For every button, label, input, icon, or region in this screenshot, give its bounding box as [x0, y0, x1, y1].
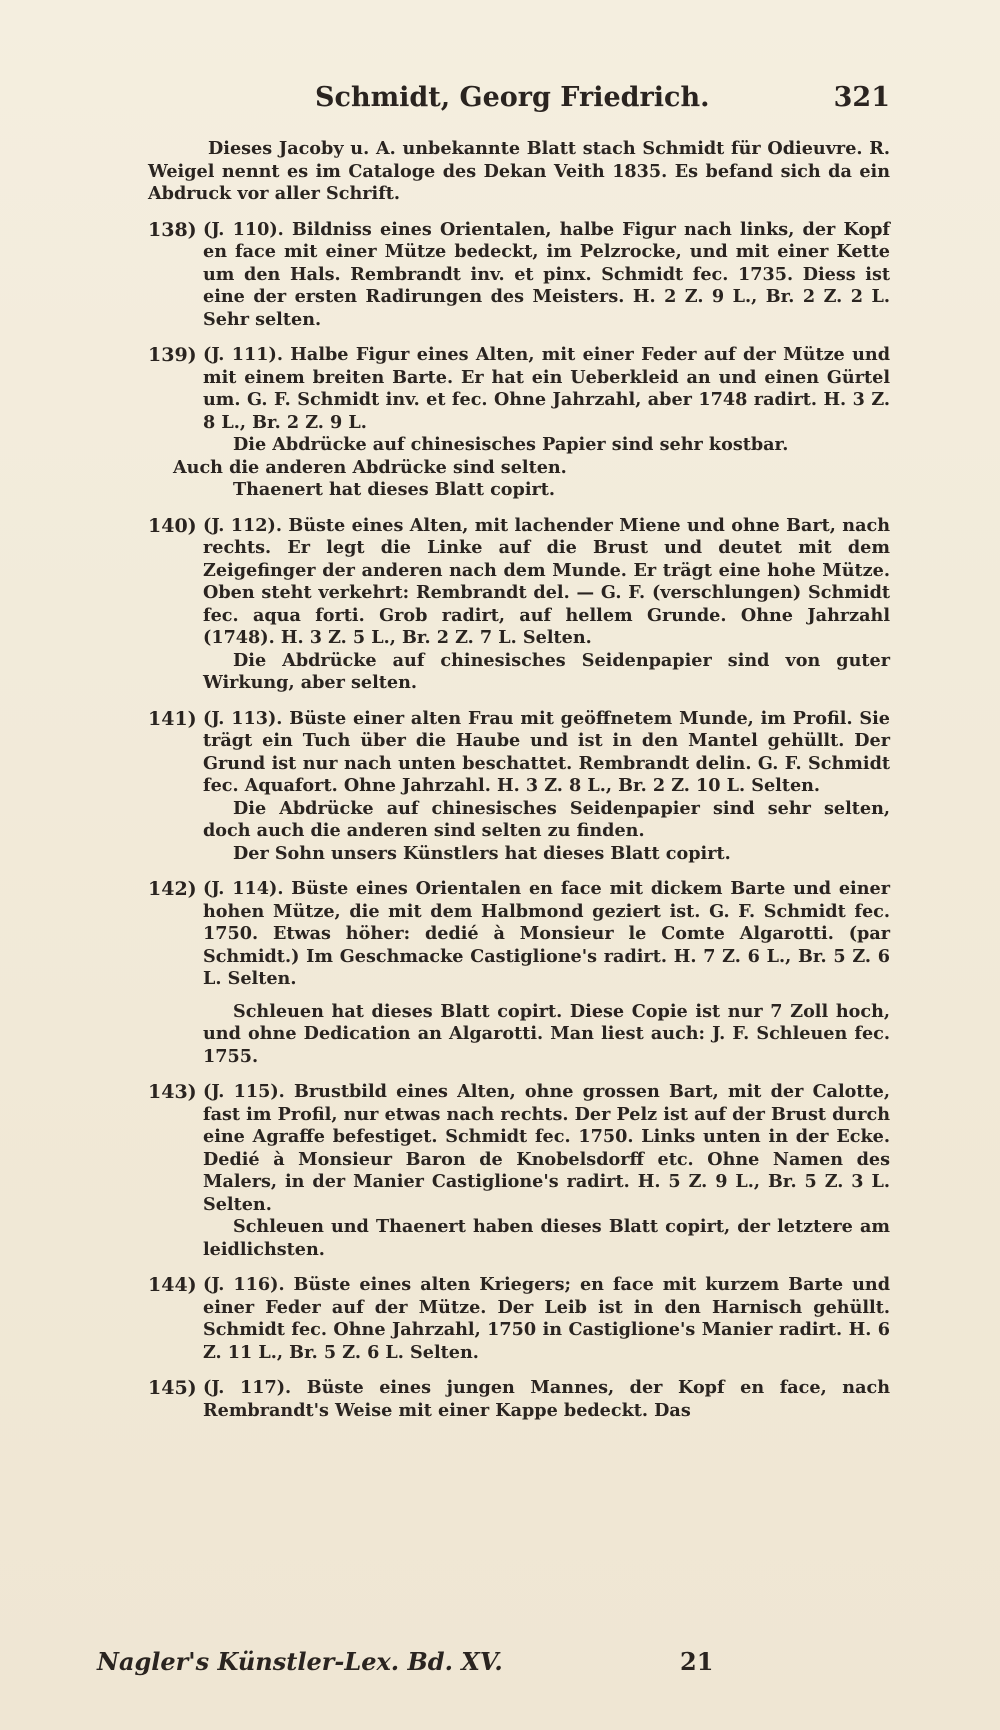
entry-text: (J. 114). Büste eines Orientalen en face mit dickem Barte und einer hohen Mütze, die mit dem Halbmond geziert ist. G. F. Schmidt fec. 1750. Etwas höher: dedié à Monsieur le Comte Algarotti. (par Schmidt.) Im Geschmacke Castiglione's radirt. H. 7 Z. 6 L., Br. 5 Z. 6 L. Selten.: [203, 878, 890, 989]
entry-text: (J. 112). Büste eines Alten, mit lachender Miene und ohne Bart, nach rechts. Er legt die Linke auf die Brust und deutet mit dem Zeigefinger der anderen nach dem Munde. Er trägt eine hohe Mütze. Oben steht verkehrt: Rembrandt del. — G. F. (verschlungen) Schmidt fec. aqua forti. Grob radirt, auf hellem Grunde. Ohne Jahrzahl (1748). H. 3 Z. 5 L., Br. 2 Z. 7 L. Selten.: [203, 514, 890, 648]
entry-number: 139): [148, 344, 197, 366]
entry-note: Die Abdrücke auf chinesisches Papier sind sehr kostbar.: [233, 434, 789, 455]
entry-note: Thaenert hat dieses Blatt copirt.: [233, 479, 556, 500]
catalogue-entry-142: [148, 878, 890, 1068]
page-footer: [97, 1647, 714, 1676]
entry-number: 144): [148, 1274, 197, 1296]
page-number: 321: [833, 82, 890, 113]
catalogue-entry-141: [148, 708, 890, 866]
footer-title: Nagler's Künstler-Lex. Bd. XV.: [97, 1647, 503, 1676]
entry-note: Schleuen und Thaenert haben dieses Blatt copirt, der letztere am leidlichsten.: [203, 1216, 890, 1260]
intro-paragraph: Dieses Jacoby u. A. unbekannte Blatt stach Schmidt für Odieuvre. R. Weigel nennt es im Cataloge des Dekan Veith 1835. Es befand sich da ein Abdruck vor aller Schrift.: [148, 138, 890, 204]
entry-note: Schleuen hat dieses Blatt copirt. Diese Copie ist nur 7 Zoll hoch, und ohne Dedication an Algarotti. Man liest auch: J. F. Schleuen fec. 1755.: [203, 1000, 890, 1067]
catalogue-entry-138: [148, 219, 890, 332]
entry-note: Auch die anderen Abdrücke sind selten.: [173, 456, 567, 478]
catalogue-entry-143: [148, 1081, 890, 1261]
entry-text: (J. 110). Bildniss eines Orientalen, halbe Figur nach links, der Kopf en face mit einer Mütze bedeckt, im Pelzrocke, und mit einer Kette um den Hals. Rembrandt inv. et pinx. Schmidt fec. 1735. Diess ist eine der ersten Radirungen des Meisters. H. 2 Z. 9 L., Br. 2 Z. 2 L. Sehr selten.: [203, 218, 890, 330]
page-body: [148, 138, 890, 1435]
entry-number: 143): [148, 1081, 197, 1103]
entry-note: Der Sohn unsers Künstlers hat dieses Blatt copirt.: [233, 842, 731, 864]
entry-text: (J. 115). Brustbild eines Alten, ohne grossen Bart, mit der Calotte, fast im Profil, nur etwas nach rechts. Der Pelz ist auf der Brust durch eine Agraffe befestiget. Schmidt fec. 1750. Links unten in der Ecke. Dedié à Monsieur Baron de Knobelsdorff etc. Ohne Namen des Malers, in der Manier Castiglione's radirt. H. 5 Z. 9 L., Br. 5 Z. 3 L. Selten.: [203, 1081, 890, 1215]
entry-text: (J. 113). Büste einer alten Frau mit geöffnetem Munde, im Profil. Sie trägt ein Tuch über die Haube und ist in den Mantel gehüllt. Der Grund ist nur nach unten beschattet. Rembrandt delin. G. F. Schmidt fec. Aquafort. Ohne Jahrzahl. H. 3 Z. 8 L., Br. 2 Z. 10 L. Selten.: [203, 707, 890, 796]
entry-note: Die Abdrücke auf chinesisches Seidenpapier sind sehr selten, doch auch die anderen sind selten zu finden.: [203, 797, 890, 841]
entry-note: Die Abdrücke auf chinesisches Seidenpapier sind von guter Wirkung, aber selten.: [203, 649, 890, 693]
entry-text: (J. 111). Halbe Figur eines Alten, mit einer Feder auf der Mütze und mit einem breiten Barte. Er hat ein Ueberkleid an und einen Gürtel um. G. F. Schmidt inv. et fec. Ohne Jahrzahl, aber 1748 radirt. H. 3 Z. 8 L., Br. 2 Z. 9 L.: [203, 344, 890, 433]
entry-number: 138): [148, 218, 197, 241]
entry-number: 140): [148, 514, 197, 537]
entry-number: 141): [148, 707, 197, 730]
signature-mark: 21: [680, 1647, 714, 1676]
catalogue-entry-140: [148, 515, 890, 695]
catalogue-entry-145: [148, 1377, 890, 1422]
running-title: Schmidt, Georg Friedrich.: [315, 82, 710, 113]
entry-text: (J. 116). Büste eines alten Kriegers; en face mit kurzem Barte und einer Feder auf der Mütze. Der Leib ist in den Harnisch gehüllt. Schmidt fec. Ohne Jahrzahl, 1750 in Castiglione's Manier radirt. H. 6 Z. 11 L., Br. 5 Z. 6 L. Selten.: [203, 1274, 890, 1363]
page-header: [315, 82, 890, 113]
entry-number: 145): [148, 1377, 197, 1399]
catalogue-entry-139: [148, 344, 890, 502]
entry-text: (J. 117). Büste eines jungen Mannes, der Kopf en face, nach Rembrandt's Weise mit einer Kappe bedeckt. Das: [203, 1377, 890, 1421]
catalogue-entry-144: [148, 1274, 890, 1364]
entry-number: 142): [148, 878, 197, 900]
